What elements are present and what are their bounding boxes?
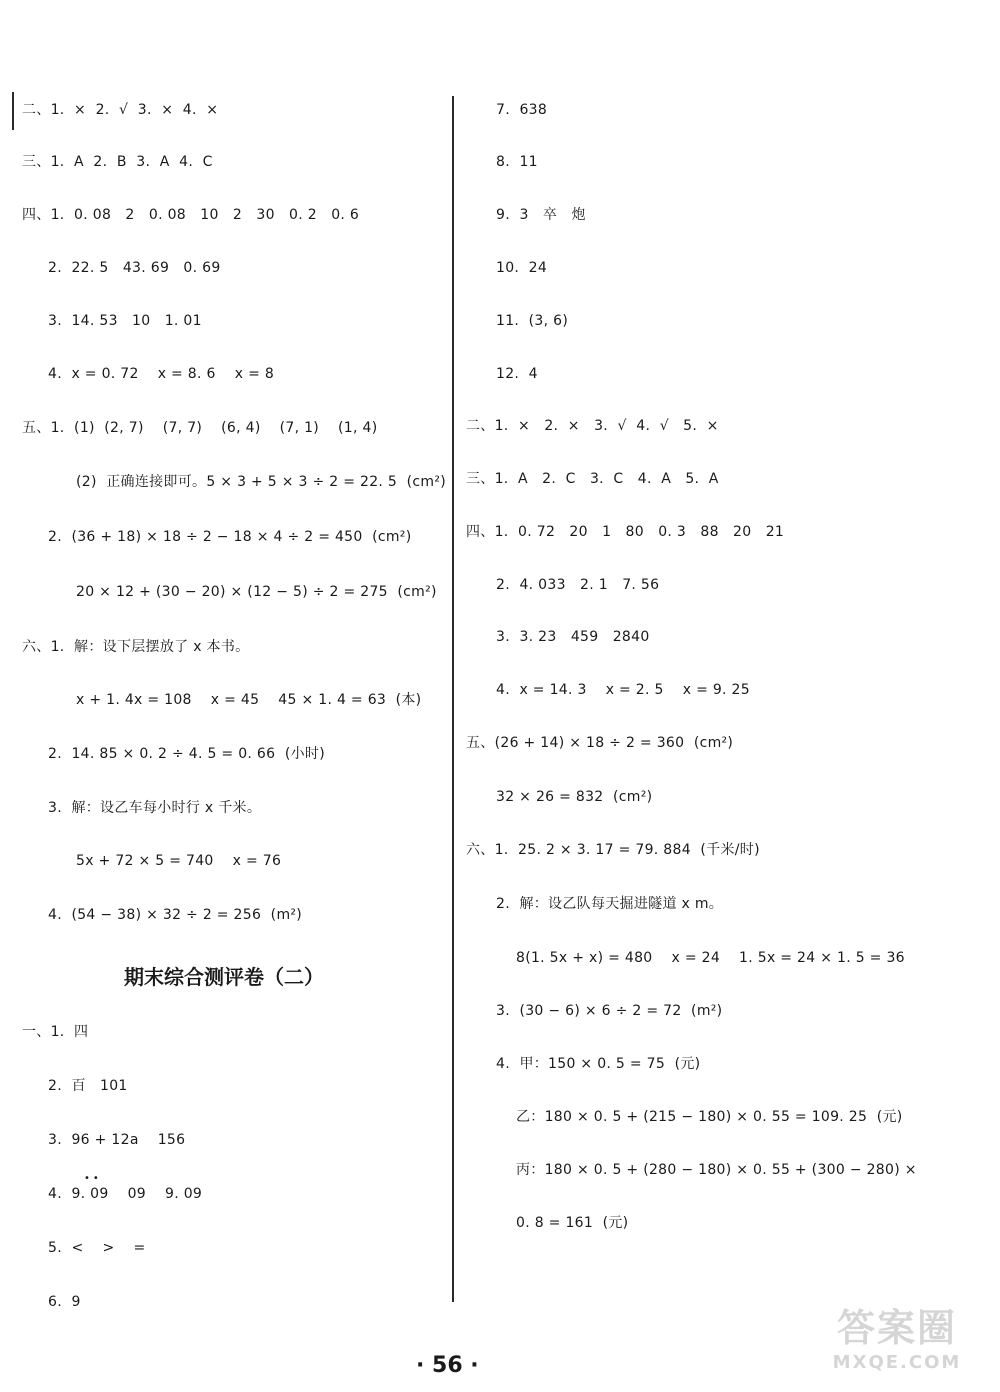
left-line: 4. (54 − 38) × 32 ÷ 2 = 256 (m²): [48, 907, 303, 923]
right-line: 4. x = 14. 3 x = 2. 5 x = 9. 25: [496, 682, 750, 698]
left-line: 五、1. (1) (2, 7) (7, 7) (6, 4) (7, 1) (1, 4): [22, 420, 378, 436]
right-line: 7. 638: [496, 102, 548, 118]
right-line: 乙：180 × 0. 5 + (215 − 180) × 0. 55 = 109. 25 (元): [516, 1109, 903, 1125]
page-number: · 56 ·: [416, 1353, 479, 1378]
left-line: 四、1. 0. 08 2 0. 08 10 2 30 0. 2 0. 6: [22, 207, 360, 223]
right-line: 2. 4. 033 2. 1 7. 56: [496, 577, 660, 593]
right-line: 0. 8 = 161 (元): [516, 1215, 629, 1231]
left-line: 5. < > =: [48, 1240, 146, 1256]
right-line: 8. 11: [496, 154, 538, 170]
left-line: 六、1. 解：设下层摆放了 x 本书。: [22, 639, 250, 655]
left-line: 4. x = 0. 72 x = 8. 6 x = 8: [48, 366, 275, 382]
left-line: 2. 22. 5 43. 69 0. 69: [48, 260, 221, 276]
right-line: 二、1. × 2. × 3. √ 4. √ 5. ×: [466, 418, 719, 434]
column-divider: [452, 96, 454, 1302]
right-line: 3. 3. 23 459 2840: [496, 629, 650, 645]
left-line: 4. 9. 09 09 9. 09: [48, 1186, 203, 1202]
right-line: 2. 解：设乙队每天掘进隧道 x m。: [496, 896, 724, 912]
left-line: 2. 百 101: [48, 1078, 128, 1094]
left-margin-rule: [12, 92, 14, 130]
right-line: 8(1. 5x + x) = 480 x = 24 1. 5x = 24 × 1. 5 = 36: [516, 950, 905, 966]
right-line: 六、1. 25. 2 × 3. 17 = 79. 884 (千米/时): [466, 842, 760, 858]
left-line: 6. 9: [48, 1294, 81, 1310]
right-line: 12. 4: [496, 366, 538, 382]
left-line: (2) 正确连接即可。5 × 3 + 5 × 3 ÷ 2 = 22. 5 (cm²): [76, 474, 447, 490]
left-line: 一、1. 四: [22, 1024, 89, 1040]
right-line: 四、1. 0. 72 20 1 80 0. 3 88 20 21: [466, 524, 785, 540]
section-title: 期末综合测评卷（二）: [124, 965, 324, 989]
left-line: 三、1. A 2. B 3. A 4. C: [22, 154, 213, 170]
left-line: 3. 96 + 12a 156: [48, 1132, 186, 1148]
watermark-text: 答案圈: [836, 1306, 957, 1350]
left-line: 5x + 72 × 5 = 740 x = 76: [76, 853, 282, 869]
watermark-url: MXQE.COM: [832, 1352, 962, 1373]
left-line: x + 1. 4x = 108 x = 45 45 × 1. 4 = 63 (本): [76, 692, 422, 708]
right-line: 3. (30 − 6) × 6 ÷ 2 = 72 (m²): [496, 1003, 723, 1019]
left-line: 2. (36 + 18) × 18 ÷ 2 − 18 × 4 ÷ 2 = 450 (cm²): [48, 529, 412, 545]
right-line: 11. (3, 6): [496, 313, 569, 329]
right-line: 三、1. A 2. C 3. C 4. A 5. A: [466, 471, 719, 487]
left-line: 3. 14. 53 10 1. 01: [48, 313, 202, 329]
left-line: 二、1. × 2. √ 3. × 4. ×: [22, 102, 219, 118]
watermark-logo: [812, 1306, 982, 1378]
right-line: 9. 3 卒 炮: [496, 207, 586, 223]
right-line: 五、(26 + 14) × 18 ÷ 2 = 360 (cm²): [466, 735, 734, 751]
left-line: 20 × 12 + (30 − 20) × (12 − 5) ÷ 2 = 275 (cm²): [76, 584, 437, 600]
right-line: 32 × 26 = 832 (cm²): [496, 789, 653, 805]
left-line: 3. 解：设乙车每小时行 x 千米。: [48, 800, 262, 816]
right-line: 10. 24: [496, 260, 548, 276]
right-line: 丙：180 × 0. 5 + (280 − 180) × 0. 55 + (300 − 280) ×: [516, 1162, 917, 1178]
left-line: 2. 14. 85 × 0. 2 ÷ 4. 5 = 0. 66 (小时): [48, 746, 325, 762]
repeating-decimal-dots: ••: [84, 1173, 102, 1184]
right-line: 4. 甲：150 × 0. 5 = 75 (元): [496, 1056, 701, 1072]
